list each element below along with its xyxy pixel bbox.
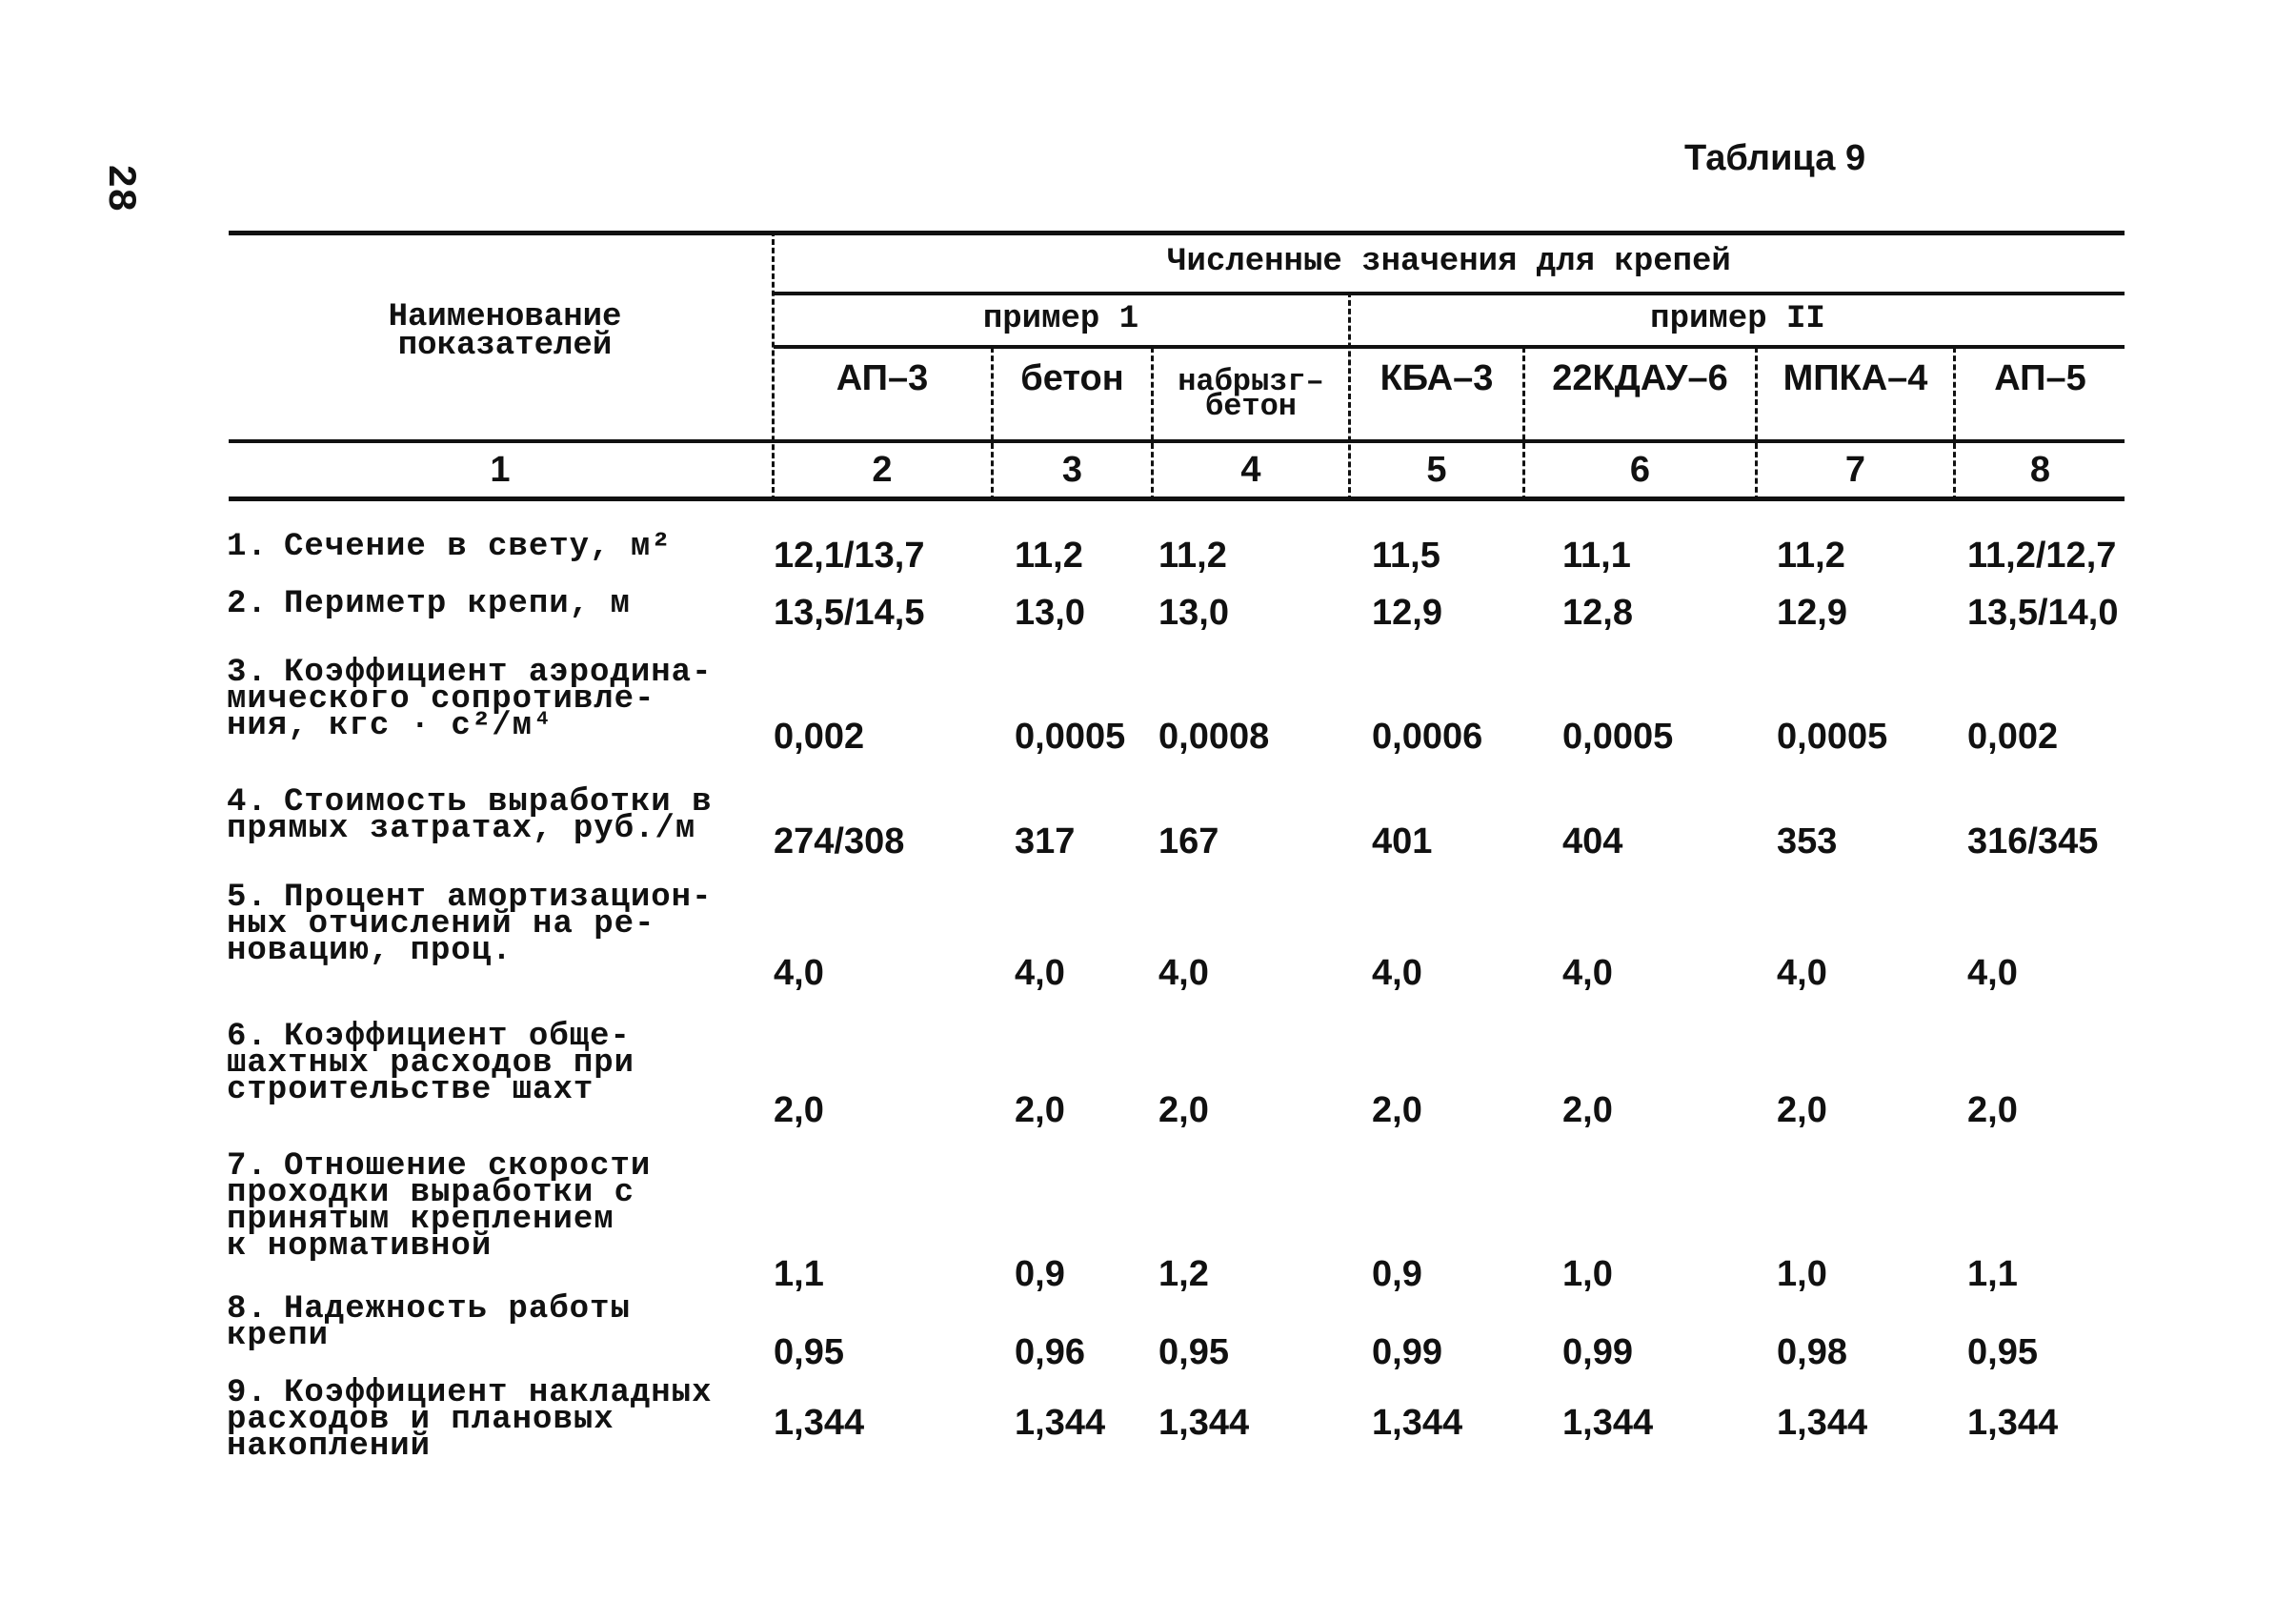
table-cell: 4,0 bbox=[1158, 953, 1209, 993]
table-cell: 0,002 bbox=[774, 717, 865, 757]
column-number: 1 bbox=[490, 450, 511, 490]
table-cell: 4,0 bbox=[1015, 953, 1065, 993]
table-cell: 2,0 bbox=[1967, 1090, 2018, 1130]
support-header: АП–5 bbox=[1994, 358, 2086, 398]
row-number: 7. bbox=[227, 1148, 268, 1185]
table-cell: 2,0 bbox=[1158, 1090, 1209, 1130]
table-cell: 1,344 bbox=[1158, 1403, 1250, 1443]
table-cell: 4,0 bbox=[1777, 953, 1827, 993]
table-cell: 12,9 bbox=[1777, 593, 1847, 633]
table-cell: 12,8 bbox=[1562, 593, 1633, 633]
table-cell: 0,99 bbox=[1372, 1332, 1442, 1372]
table-cell: 11,2/12,7 bbox=[1967, 536, 2117, 576]
table-cell: 1,344 bbox=[1372, 1403, 1463, 1443]
table-cell: 4,0 bbox=[1967, 953, 2018, 993]
table-cell: 404 bbox=[1562, 821, 1623, 861]
column-number: 6 bbox=[1629, 450, 1651, 490]
group-rule bbox=[774, 292, 2125, 295]
table-cell: 0,0006 bbox=[1372, 717, 1483, 757]
row-label bbox=[227, 1375, 760, 1465]
table-cell: 2,0 bbox=[1562, 1090, 1613, 1130]
row-label-text: Отношение скорости проходки выработки с принятым креплением к нормативной bbox=[227, 1148, 652, 1265]
table-cell: 11,2 bbox=[1158, 536, 1227, 576]
support-header: АП–3 bbox=[836, 358, 929, 398]
table-cell: 13,5/14,0 bbox=[1967, 593, 2119, 633]
row-label-text: Процент амортизацион- ных отчислений на ре- новацию, проц. bbox=[227, 880, 713, 969]
table-cell: 0,95 bbox=[1967, 1332, 2038, 1372]
table-cell: 167 bbox=[1158, 821, 1219, 861]
support-header: набрызг–бетон bbox=[1178, 364, 1324, 424]
group-title: Численные значения для крепей bbox=[1167, 244, 1731, 280]
row-label bbox=[227, 1019, 760, 1108]
row-label bbox=[227, 529, 760, 565]
table-cell: 13,0 bbox=[1158, 593, 1229, 633]
table-cell: 1,344 bbox=[774, 1403, 865, 1443]
table-cell: 0,98 bbox=[1777, 1332, 1847, 1372]
table-cell: 317 bbox=[1015, 821, 1076, 861]
column-number: 8 bbox=[2029, 450, 2051, 490]
table-cell: 2,0 bbox=[1015, 1090, 1065, 1130]
table-cell: 0,0005 bbox=[1777, 717, 1888, 757]
example-1-title: пример 1 bbox=[982, 301, 1139, 337]
row-label bbox=[227, 880, 760, 969]
row-label bbox=[227, 655, 760, 744]
support-header: 22КДАУ–6 bbox=[1552, 358, 1728, 398]
row-label-text: Надежность работы крепи bbox=[227, 1291, 631, 1354]
table-cell: 11,1 bbox=[1562, 536, 1631, 576]
table-cell: 12,1/13,7 bbox=[774, 536, 925, 576]
table-cell: 4,0 bbox=[1562, 953, 1613, 993]
table-cell: 0,0005 bbox=[1562, 717, 1674, 757]
table-cell: 401 bbox=[1372, 821, 1433, 861]
table-cell: 316/345 bbox=[1967, 821, 2099, 861]
column-title-indicator: Наименование показателей bbox=[388, 299, 622, 364]
row-label bbox=[227, 586, 760, 622]
table-cell: 1,344 bbox=[1777, 1403, 1868, 1443]
table-cell: 1,344 bbox=[1967, 1403, 2059, 1443]
table-cell: 13,5/14,5 bbox=[774, 593, 925, 633]
support-header: МПКА–4 bbox=[1782, 358, 1928, 398]
table-cell: 4,0 bbox=[1372, 953, 1422, 993]
table-cell: 1,0 bbox=[1777, 1254, 1827, 1294]
support-header: КБА–3 bbox=[1380, 358, 1494, 398]
row-label-text: Периметр крепи, м bbox=[284, 586, 631, 622]
table-cell: 1,344 bbox=[1015, 1403, 1106, 1443]
column-number: 2 bbox=[872, 450, 893, 490]
table-cell: 1,1 bbox=[774, 1254, 824, 1294]
table-cell: 11,5 bbox=[1372, 536, 1440, 576]
table-cell: 2,0 bbox=[1777, 1090, 1827, 1130]
row-label-text: Сечение в свету, м² bbox=[284, 529, 672, 565]
row-number: 4. bbox=[227, 784, 268, 821]
table-cell: 0,95 bbox=[1158, 1332, 1229, 1372]
table-cell: 1,344 bbox=[1562, 1403, 1654, 1443]
column-number: 5 bbox=[1426, 450, 1447, 490]
header-rule bbox=[229, 439, 2125, 443]
page-number: 28 bbox=[97, 164, 143, 213]
table-cell: 0,9 bbox=[1015, 1254, 1065, 1294]
column-number: 7 bbox=[1844, 450, 1866, 490]
table-cell: 11,2 bbox=[1777, 536, 1845, 576]
table-cell: 2,0 bbox=[774, 1090, 824, 1130]
table-cell: 2,0 bbox=[1372, 1090, 1422, 1130]
table-cell: 0,0005 bbox=[1015, 717, 1126, 757]
table-top-rule bbox=[229, 231, 2125, 235]
row-label bbox=[227, 1148, 760, 1265]
row-number: 5. bbox=[227, 880, 268, 916]
row-number: 3. bbox=[227, 655, 268, 691]
table-cell: 13,0 bbox=[1015, 593, 1085, 633]
table-cell: 1,0 bbox=[1562, 1254, 1613, 1294]
table-cell: 0,99 bbox=[1562, 1332, 1633, 1372]
row-number: 9. bbox=[227, 1375, 268, 1411]
row-label-text: Коэффициент накладных расходов и плановых накоплений bbox=[227, 1375, 713, 1465]
support-header: бетон bbox=[1020, 358, 1124, 398]
row-number: 2. bbox=[227, 586, 268, 622]
row-number: 8. bbox=[227, 1291, 268, 1327]
table-cell: 0,9 bbox=[1372, 1254, 1422, 1294]
column-number: 3 bbox=[1061, 450, 1083, 490]
table-cell: 11,2 bbox=[1015, 536, 1083, 576]
table-cell: 12,9 bbox=[1372, 593, 1442, 633]
table-caption: Таблица 9 bbox=[1684, 138, 1866, 178]
table-cell: 0,96 bbox=[1015, 1332, 1085, 1372]
table-cell: 1,2 bbox=[1158, 1254, 1209, 1294]
column-number-rule bbox=[229, 496, 2125, 501]
table-cell: 1,1 bbox=[1967, 1254, 2018, 1294]
row-label-text: Коэффициент обще- шахтных расходов при строительстве шахт bbox=[227, 1019, 635, 1108]
table-cell: 353 bbox=[1777, 821, 1838, 861]
table-cell: 0,002 bbox=[1967, 717, 2059, 757]
column-number: 4 bbox=[1240, 450, 1261, 490]
example-rule bbox=[774, 345, 2125, 349]
table-cell: 0,0008 bbox=[1158, 717, 1270, 757]
row-label bbox=[227, 1291, 760, 1354]
row-number: 6. bbox=[227, 1019, 268, 1055]
row-number: 1. bbox=[227, 529, 268, 565]
row-label-text: Коэффициент аэродина- мического сопротивле- ния, кгс · с²/м⁴ bbox=[227, 655, 713, 744]
table-cell: 0,95 bbox=[774, 1332, 844, 1372]
table-cell: 4,0 bbox=[774, 953, 824, 993]
table-cell: 274/308 bbox=[774, 821, 905, 861]
row-label-text: Стоимость выработки в прямых затратах, руб./м bbox=[227, 784, 713, 847]
example-2-title: пример II bbox=[1650, 301, 1825, 337]
row-label bbox=[227, 784, 760, 847]
